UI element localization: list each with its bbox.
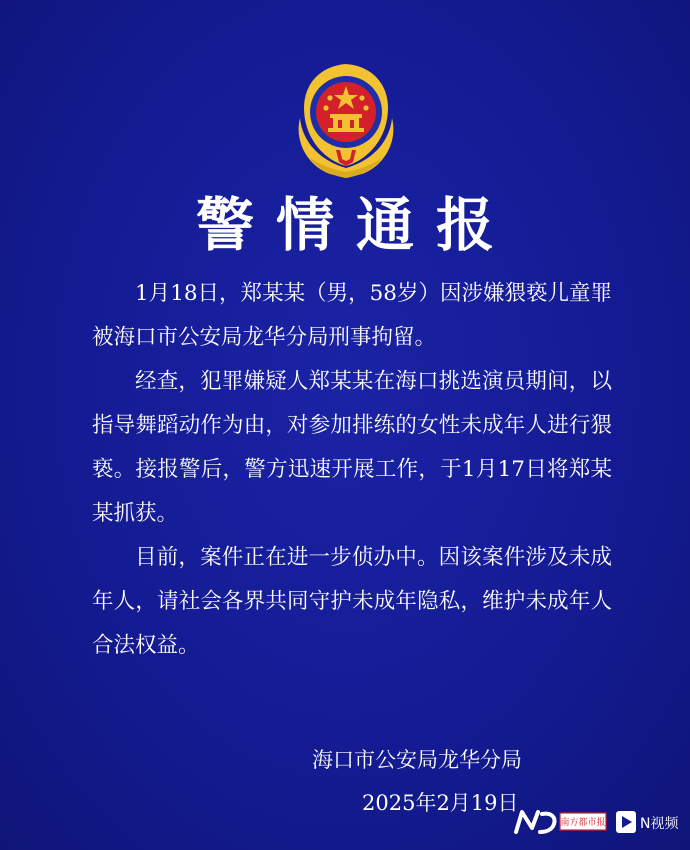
watermark-logo [512,804,684,840]
signature-org: 海口市公安局龙华分局 [312,748,522,772]
police-emblem-icon [290,62,402,180]
watermark-brand-text: 南方都市报 [560,818,606,828]
watermark-video-label: N视频 [640,816,679,832]
paragraph-1: 1月18日，郑某某（男，58岁）因涉嫌猥亵儿童罪被海口市公安局龙华分局刑事拘留。 [92,281,612,350]
page-title: 警情通报 [195,191,516,259]
paragraph-3: 目前，案件正在进一步侦办中。因该案件涉及未成年人，请社会各界共同守护未成年隐私，维护未成年人合法权益。 [92,545,612,658]
notice-body [92,272,612,668]
signature-date: 2025年2月19日 [362,791,519,815]
paragraph-2: 经查，犯罪嫌疑人郑某某在海口挑选演员期间，以指导舞蹈动作为由，对参加排练的女性未成年人进行猥亵。接报警后，警方迅速开展工作，于1月17日将郑某某抓获。 [92,369,612,526]
